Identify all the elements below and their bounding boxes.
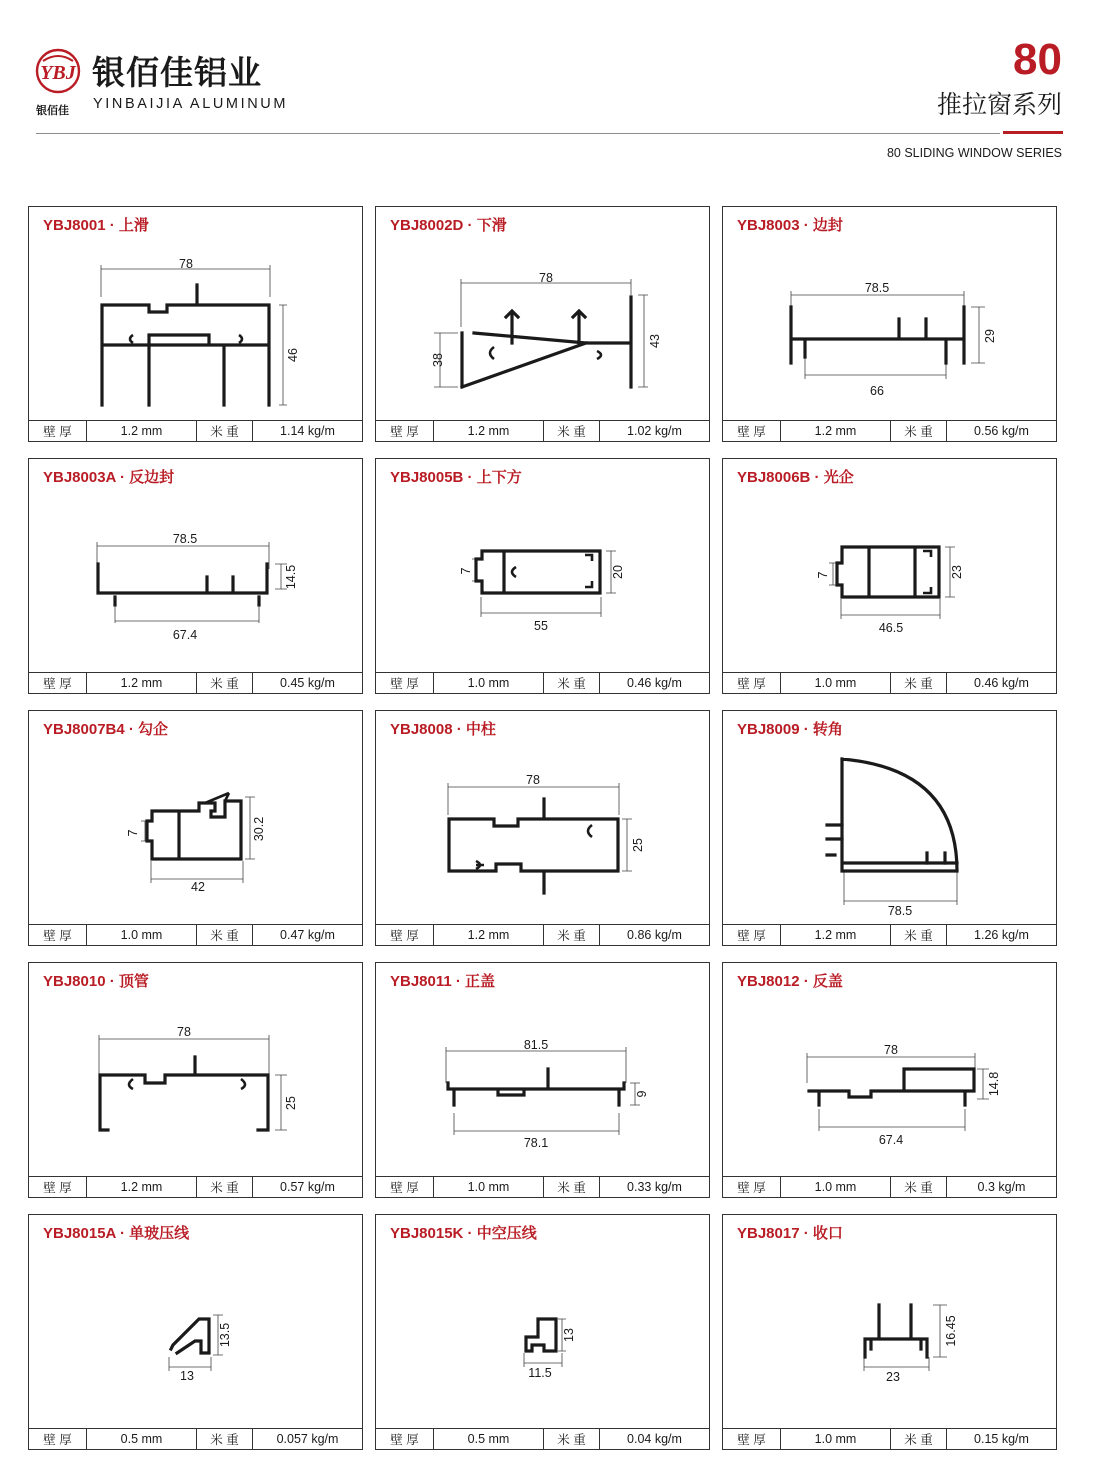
dim-width: 13: [180, 1369, 194, 1383]
spec-row: [723, 924, 1056, 945]
profile-drawing: [723, 993, 1056, 1177]
thickness-value: 1.0 mm: [781, 1429, 891, 1449]
profile-drawing: [29, 489, 362, 673]
weight-value: 0.46 kg/m: [974, 676, 1029, 690]
thickness-label: 壁 厚: [376, 421, 434, 441]
weight-value: 1.14 kg/m: [280, 424, 335, 438]
profile-grid: [28, 206, 1058, 1450]
thickness-value: 1.2 mm: [434, 421, 544, 441]
spec-row: [723, 1428, 1056, 1449]
profile-drawing: [29, 741, 362, 925]
thickness-label: 壁 厚: [723, 925, 781, 945]
weight-label: 米 重: [891, 673, 947, 693]
profile-card: [375, 458, 710, 694]
profile-card: [28, 206, 363, 442]
dim-width: 23: [886, 1370, 900, 1384]
dim-width: 78: [177, 1025, 191, 1039]
dim-height-right: 43: [648, 334, 662, 348]
weight-label: 米 重: [891, 1429, 947, 1449]
dim-bottom-width: 66: [870, 384, 884, 398]
dim-height: 14.5: [284, 564, 298, 590]
weight-value: 1.26 kg/m: [974, 928, 1029, 942]
profile-card: [375, 1214, 710, 1450]
profile-card: [375, 962, 710, 1198]
dim-height: 16.45: [944, 1315, 958, 1347]
weight-label: 米 重: [891, 1177, 947, 1197]
dim-height: 25: [284, 1096, 298, 1110]
thickness-label: 壁 厚: [29, 1429, 87, 1449]
series-title-cn: 推拉窗系列: [936, 91, 1062, 119]
dim-width: 78.5: [887, 904, 913, 918]
spec-row: [376, 672, 709, 693]
dim-top-width: 78.5: [864, 281, 890, 295]
profile-title: YBJ8005B · 上下方: [390, 469, 522, 486]
weight-label: 米 重: [544, 925, 600, 945]
thickness-value: 1.0 mm: [87, 925, 197, 945]
dim-bottom-width: 67.4: [172, 628, 198, 642]
profile-card: [28, 962, 363, 1198]
dim-height: 14.8: [987, 1071, 1001, 1097]
profile-drawing: [376, 489, 709, 673]
dim-height: 30.2: [252, 816, 266, 842]
header-accent-bar: [1003, 131, 1063, 134]
thickness-label: 壁 厚: [29, 925, 87, 945]
profile-card: [722, 206, 1057, 442]
dim-bottom-width: 67.4: [878, 1133, 904, 1147]
thickness-value: 1.0 mm: [434, 673, 544, 693]
brand-name-cn: 银佰佳铝业: [92, 54, 262, 91]
thickness-label: 壁 厚: [723, 421, 781, 441]
weight-value: 0.47 kg/m: [280, 928, 335, 942]
thickness-value: 1.0 mm: [781, 1177, 891, 1197]
spec-row: [376, 924, 709, 945]
dim-lip: 7: [126, 829, 140, 837]
dim-top-width: 78.5: [172, 532, 198, 546]
thickness-value: 1.2 mm: [781, 421, 891, 441]
dim-width: 46.5: [878, 621, 904, 635]
profile-drawing: [723, 1245, 1056, 1429]
logo-mark-text: YBJ: [40, 62, 76, 84]
weight-label: 米 重: [544, 673, 600, 693]
weight-value: 0.057 kg/m: [276, 1432, 339, 1446]
profile-card: [375, 206, 710, 442]
thickness-value: 1.2 mm: [87, 1177, 197, 1197]
series-title-en: 80 SLIDING WINDOW SERIES: [886, 146, 1062, 160]
thickness-value: 1.0 mm: [434, 1177, 544, 1197]
weight-value: 0.33 kg/m: [627, 1180, 682, 1194]
profile-drawing: [723, 489, 1056, 673]
thickness-value: 1.2 mm: [87, 673, 197, 693]
dim-width: 78: [539, 271, 553, 285]
profile-drawing: [29, 1245, 362, 1429]
profile-drawing: [723, 741, 1056, 925]
spec-row: [723, 672, 1056, 693]
profile-title: YBJ8006B · 光企: [737, 469, 854, 486]
spec-row: [29, 672, 362, 693]
profile-drawing: [29, 237, 362, 421]
profile-title: YBJ8007B4 · 勾企: [43, 721, 169, 738]
profile-card: [28, 458, 363, 694]
profile-card: [722, 710, 1057, 946]
thickness-label: 壁 厚: [376, 1429, 434, 1449]
spec-row: [723, 1176, 1056, 1197]
spec-row: [723, 420, 1056, 441]
weight-value: 0.3 kg/m: [977, 1180, 1026, 1194]
thickness-value: 1.2 mm: [781, 925, 891, 945]
profile-drawing: [376, 237, 709, 421]
dim-height: 13.5: [218, 1322, 232, 1348]
spec-row: [29, 924, 362, 945]
series-number: 80: [1013, 35, 1062, 84]
dim-height-left: 38: [431, 353, 445, 367]
header-divider: [36, 133, 1000, 134]
weight-value: 0.86 kg/m: [627, 928, 682, 942]
dim-height: 13: [562, 1328, 576, 1342]
profile-title: YBJ8015K · 中空压线: [390, 1225, 537, 1242]
profile-title: YBJ8008 · 中柱: [390, 721, 496, 738]
dim-height: 9: [635, 1090, 649, 1098]
spec-row: [29, 1428, 362, 1449]
profile-card: [28, 1214, 363, 1450]
dim-height: 25: [631, 838, 645, 852]
weight-value: 0.57 kg/m: [280, 1180, 335, 1194]
weight-value: 1.02 kg/m: [627, 424, 682, 438]
dim-height: 20: [611, 565, 625, 579]
profile-card: [28, 710, 363, 946]
brand-name-en: YINBAIJIA ALUMINUM: [93, 96, 289, 112]
dim-width: 78: [526, 773, 540, 787]
weight-value: 0.56 kg/m: [974, 424, 1029, 438]
dim-width: 55: [534, 619, 548, 633]
logo-caption: 银佰佳: [36, 105, 69, 117]
profile-title: YBJ8010 · 顶管: [43, 973, 149, 990]
weight-value: 0.04 kg/m: [627, 1432, 682, 1446]
profile-title: YBJ8009 · 转角: [737, 721, 843, 738]
profile-title: YBJ8012 · 反盖: [737, 973, 843, 990]
brand-logo-icon: [34, 47, 82, 95]
profile-title: YBJ8003 · 边封: [737, 217, 843, 234]
weight-label: 米 重: [544, 1429, 600, 1449]
profile-card: [722, 962, 1057, 1198]
thickness-value: 0.5 mm: [434, 1429, 544, 1449]
spec-row: [29, 420, 362, 441]
weight-label: 米 重: [544, 1177, 600, 1197]
thickness-value: 0.5 mm: [87, 1429, 197, 1449]
dim-top-width: 78: [884, 1043, 898, 1057]
weight-value: 0.15 kg/m: [974, 1432, 1029, 1446]
weight-label: 米 重: [197, 1429, 253, 1449]
thickness-label: 壁 厚: [376, 925, 434, 945]
dim-width: 11.5: [528, 1366, 552, 1380]
profile-title: YBJ8001 · 上滑: [43, 217, 149, 234]
profile-title: YBJ8002D · 下滑: [390, 217, 507, 234]
spec-row: [376, 420, 709, 441]
dim-lip: 7: [816, 571, 830, 579]
weight-label: 米 重: [197, 925, 253, 945]
thickness-value: 1.2 mm: [434, 925, 544, 945]
weight-value: 0.45 kg/m: [280, 676, 335, 690]
weight-label: 米 重: [891, 421, 947, 441]
thickness-value: 1.2 mm: [87, 421, 197, 441]
profile-title: YBJ8015A · 单玻压线: [43, 1225, 190, 1242]
thickness-label: 壁 厚: [29, 421, 87, 441]
dim-height: 29: [983, 329, 997, 343]
dim-width: 42: [191, 880, 205, 894]
profile-drawing: [29, 993, 362, 1177]
dim-bottom-width: 78.1: [523, 1136, 549, 1150]
profile-drawing: [376, 741, 709, 925]
dim-top-width: 81.5: [523, 1038, 549, 1052]
profile-card: [722, 458, 1057, 694]
profile-drawing: [376, 1245, 709, 1429]
spec-row: [376, 1428, 709, 1449]
dim-height: 46: [286, 348, 300, 362]
profile-title: YBJ8011 · 正盖: [390, 973, 496, 990]
weight-label: 米 重: [197, 421, 253, 441]
thickness-label: 壁 厚: [723, 1177, 781, 1197]
profile-drawing: [376, 993, 709, 1177]
dim-width: 78: [179, 257, 193, 271]
thickness-label: 壁 厚: [29, 1177, 87, 1197]
profile-drawing: [723, 237, 1056, 421]
thickness-label: 壁 厚: [376, 673, 434, 693]
thickness-value: 1.0 mm: [781, 673, 891, 693]
thickness-label: 壁 厚: [723, 1429, 781, 1449]
profile-card: [722, 1214, 1057, 1450]
thickness-label: 壁 厚: [723, 673, 781, 693]
weight-label: 米 重: [197, 1177, 253, 1197]
thickness-label: 壁 厚: [376, 1177, 434, 1197]
dim-lip: 7: [459, 567, 473, 575]
profile-title: YBJ8017 · 收口: [737, 1225, 843, 1242]
profile-card: [375, 710, 710, 946]
profile-title: YBJ8003A · 反边封: [43, 469, 175, 486]
thickness-label: 壁 厚: [29, 673, 87, 693]
spec-row: [29, 1176, 362, 1197]
weight-label: 米 重: [891, 925, 947, 945]
dim-height: 23: [950, 565, 964, 579]
spec-row: [376, 1176, 709, 1197]
weight-label: 米 重: [197, 673, 253, 693]
weight-label: 米 重: [544, 421, 600, 441]
weight-value: 0.46 kg/m: [627, 676, 682, 690]
